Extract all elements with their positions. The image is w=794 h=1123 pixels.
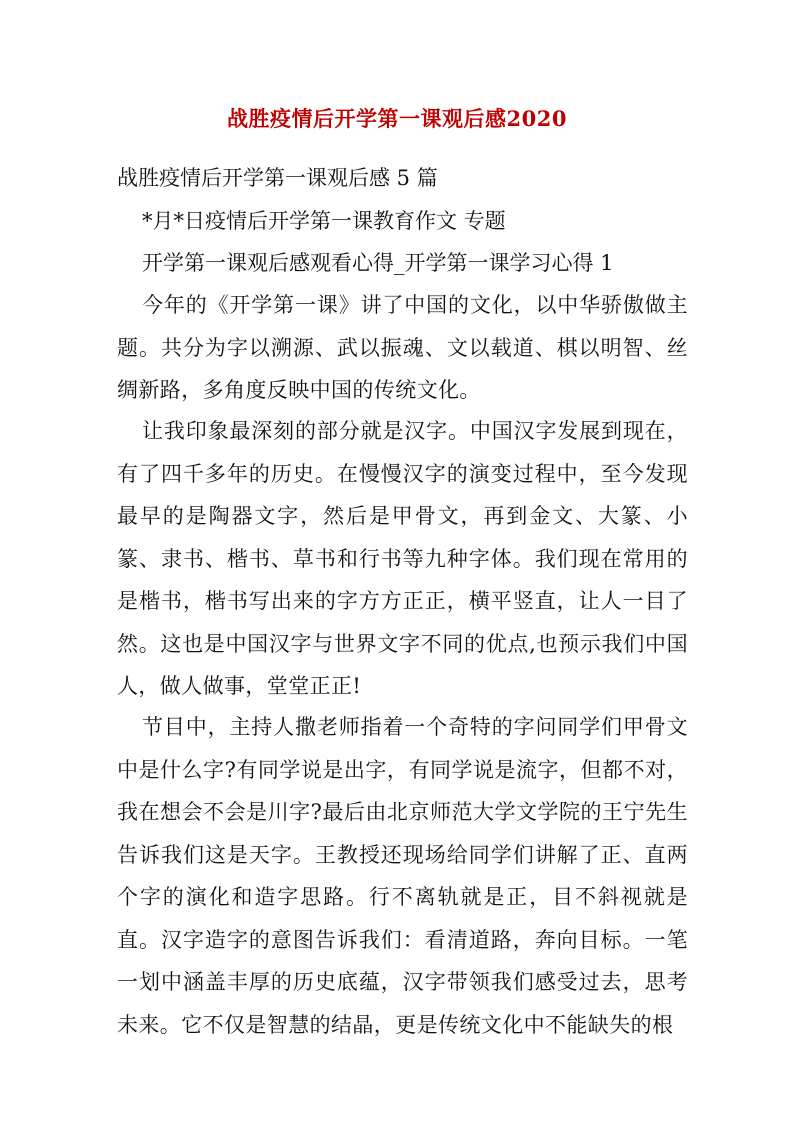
body-paragraph: 节目中，主持人撒老师指着一个奇特的字问同学们甲骨文中是什么字?有同学说是出字，有同学说是流字，但都不对，我在想会不会是川字?最后由北京师范大学文学院的王宁先生告诉我们这是天字。王教授还现场给同学们讲解了正、直两个字的演化和造字思路。行不离轨就是正，目不斜视就是直。汉字造字的意图告诉我们：看清道路，奔向目标。一笔一划中涵盖丰厚的历史底蕴，汉字带领我们感受过去，思考未来。它不仅是智慧的结晶，更是传统文化中不能缺失的根 bbox=[117, 715, 688, 1037]
body-paragraph: 让我印象最深刻的部分就是汉字。中国汉字发展到现在，有了四千多年的历史。在慢慢汉字的演变过程中，至今发现最早的是陶器文字，然后是甲骨文，再到金文、大篆、小篆、隶书、楷书、草书和行书等九种字体。我们现在常用的是楷书，楷书写出来的字方方正正，横平竖直，让人一目了然。这也是中国汉字与世界文字不同的优点,也预示我们中国人，做人做事，堂堂正正! bbox=[117, 419, 688, 698]
document-subtitle: 战胜疫情后开学第一课观后感 5 篇 bbox=[117, 166, 438, 190]
body-paragraph: 今年的《开学第一课》讲了中国的文化，以中华骄傲做主题。共分为字以溯源、武以振魂、文以载道、棋以明智、丝绸新路，多角度反映中国的传统文化。 bbox=[117, 293, 688, 402]
document-title: 战胜疫情后开学第一课观后感2020 bbox=[227, 106, 567, 131]
essay-heading-line: 开学第一课观后感观看心得_开学第一课学习心得 1 bbox=[142, 251, 614, 275]
topic-line: *月*日疫情后开学第一课教育作文 专题 bbox=[142, 209, 506, 233]
